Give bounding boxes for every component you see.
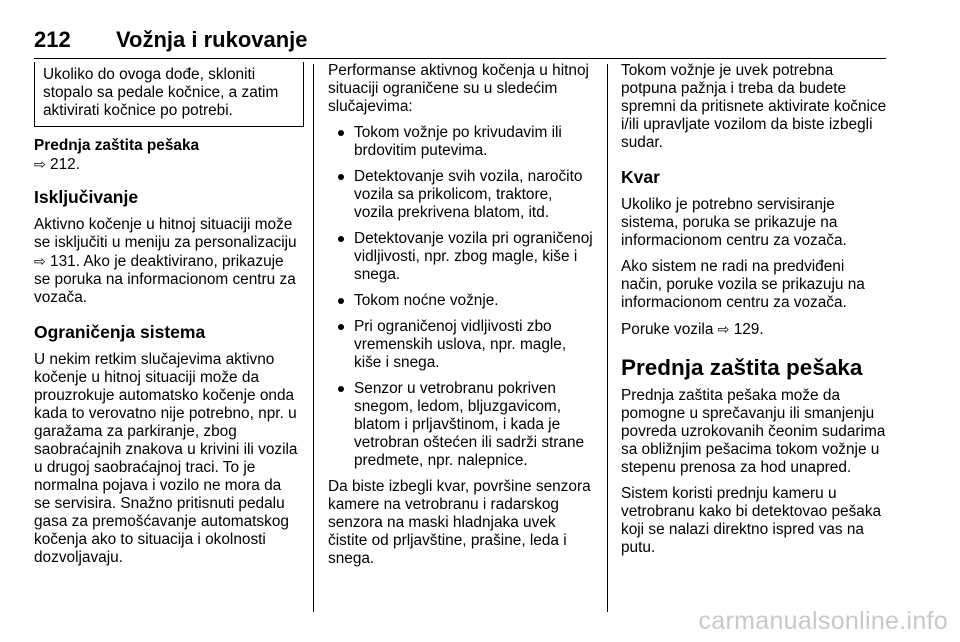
page-number: 212 — [34, 27, 71, 52]
list-item-text: Tokom vožnje po krivudavim ili brdovitim putevima. — [354, 124, 562, 159]
deactivation-text — [34, 216, 300, 307]
watermark: carmanualsonline.info — [698, 607, 948, 635]
note-box — [34, 62, 304, 127]
cleaning-text: Da biste izbegli kvar, površine senzora kamere na vetrobranu i radarskog senzora na maski hladnjaka uvek čistite od prljavštine, prašine, leda i snega. — [328, 478, 591, 567]
list-item — [328, 380, 596, 470]
section-title-fault: Kvar — [621, 167, 660, 187]
column-right — [621, 62, 889, 565]
list-item-text: Detektovanje vozila pri ograničenoj vidljivosti, npr. zbog magle, kiše i snega. — [354, 230, 593, 283]
subheading-pedestrian-protection: Prednja zaštita pešaka — [34, 137, 200, 154]
arrow-right-icon: ⇨ — [717, 321, 730, 337]
column-divider — [607, 64, 608, 612]
list-item — [328, 168, 596, 222]
column-divider — [313, 64, 314, 612]
list-item — [328, 292, 596, 310]
list-item-text: Senzor u vetrobranu pokriven snegom, ledom, bljuzgavicom, blatom i prljavštinom, i kada je vetrobran oštećen ili sadrži strane predmete, npr. nalepnice. — [354, 380, 585, 469]
reference-page: 212. — [50, 156, 80, 173]
camera-text: Sistem koristi prednju kameru u vetrobranu kako bi detektovao pešaka koji se nalazi direktno ispred vas na putu. — [621, 485, 882, 556]
bullet-icon — [338, 298, 344, 304]
arrow-right-icon: ⇨ — [34, 253, 46, 269]
fault-text-service: Ukoliko je potrebno servisiranje sistema, poruka se prikazuje na informacionom centru za vozača. — [621, 196, 847, 249]
limitations-intro: Performanse aktivnog kočenja u hitnoj situaciji ograničene su u sledećim slučajevima: — [328, 62, 589, 115]
page-reference[interactable] — [34, 155, 300, 174]
column-middle — [328, 62, 596, 576]
list-item — [328, 230, 596, 284]
limitations-text: U nekim retkim slučajevima aktivno kočenje u hitnoj situaciji može da prouzrokuje automatsko kočenje onda kada to verovatno nije potrebno, npr. u garažama za parkiranje, zbog saobraćajnih znakova u krivini ili vozila u drugoj saobraćajnoj traci. To je normalna pojava i vozilo ne mora da se servisira. Snažno pritisnuti pedalu gasa za premošćavanje automatskog kočenja ako to situacija i okolnosti dozvoljavaju. — [34, 351, 298, 566]
bullet-icon — [338, 386, 344, 392]
list-item-text: Detektovanje svih vozila, naročito vozila sa prikolicom, traktore, vozila prekrivena blatom, itd. — [354, 168, 583, 221]
list-item — [328, 124, 596, 160]
vehicle-messages-reference — [621, 320, 889, 339]
deactivation-text-b: Ako je deaktivirano, prikazuje se poruka na informacionom centru za vozača. — [34, 253, 296, 306]
reference-page[interactable]: 129. — [733, 321, 764, 338]
bullet-icon — [338, 130, 344, 136]
section-title-limitations: Ograničenja sistema — [34, 322, 206, 342]
bullet-icon — [338, 324, 344, 330]
page-header — [34, 26, 886, 59]
pedestrian-protection-text: Prednja zaštita pešaka može da pomogne u sprečavanju ili smanjenju povreda uzrokovanih čeonim sudarima sa obližnjim pešacima tokom vožnje u stepenu prenosa za hod unapred. — [621, 387, 886, 476]
list-item-text: Pri ograničenoj vidljivosti zbo vremenskih uslova, npr. magle, kiše i snega. — [354, 318, 567, 371]
bullet-icon — [338, 174, 344, 180]
list-item — [328, 318, 596, 372]
list-item-text: Tokom noćne vožnje. — [354, 292, 499, 309]
chapter-title: Vožnja i rukovanje — [116, 27, 308, 52]
fault-text-malfunction: Ako sistem ne radi na predviđeni način, poruke vozila se prikazuju na informacionom centru za vozača. — [621, 258, 865, 311]
section-title-deactivation: Isključivanje — [34, 187, 139, 207]
attention-text: Tokom vožnje je uvek potrebna potpuna pažnja i treba da budete spremni da pritisnete aktivirate kočnice i/ili upravljate vozilom da biste izbegli sudar. — [621, 62, 887, 151]
bullet-icon — [338, 236, 344, 242]
note-text: Ukoliko do ovoga dođe, skloniti stopalo sa pedale kočnice, a zatim aktivirati kočnice po potrebi. — [43, 66, 279, 119]
reference-page[interactable]: 131. — [50, 253, 80, 270]
arrow-right-icon: ⇨ — [34, 156, 46, 172]
column-left — [34, 62, 300, 575]
section-title-pedestrian-protection: Prednja zaštita pešaka — [621, 355, 863, 380]
limitations-list — [328, 124, 596, 470]
deactivation-text-a: Aktivno kočenje u hitnoj situaciji može se isključiti u meniju za personalizaciju — [34, 216, 297, 251]
vehicle-messages-text: Poruke vozila — [621, 321, 714, 338]
